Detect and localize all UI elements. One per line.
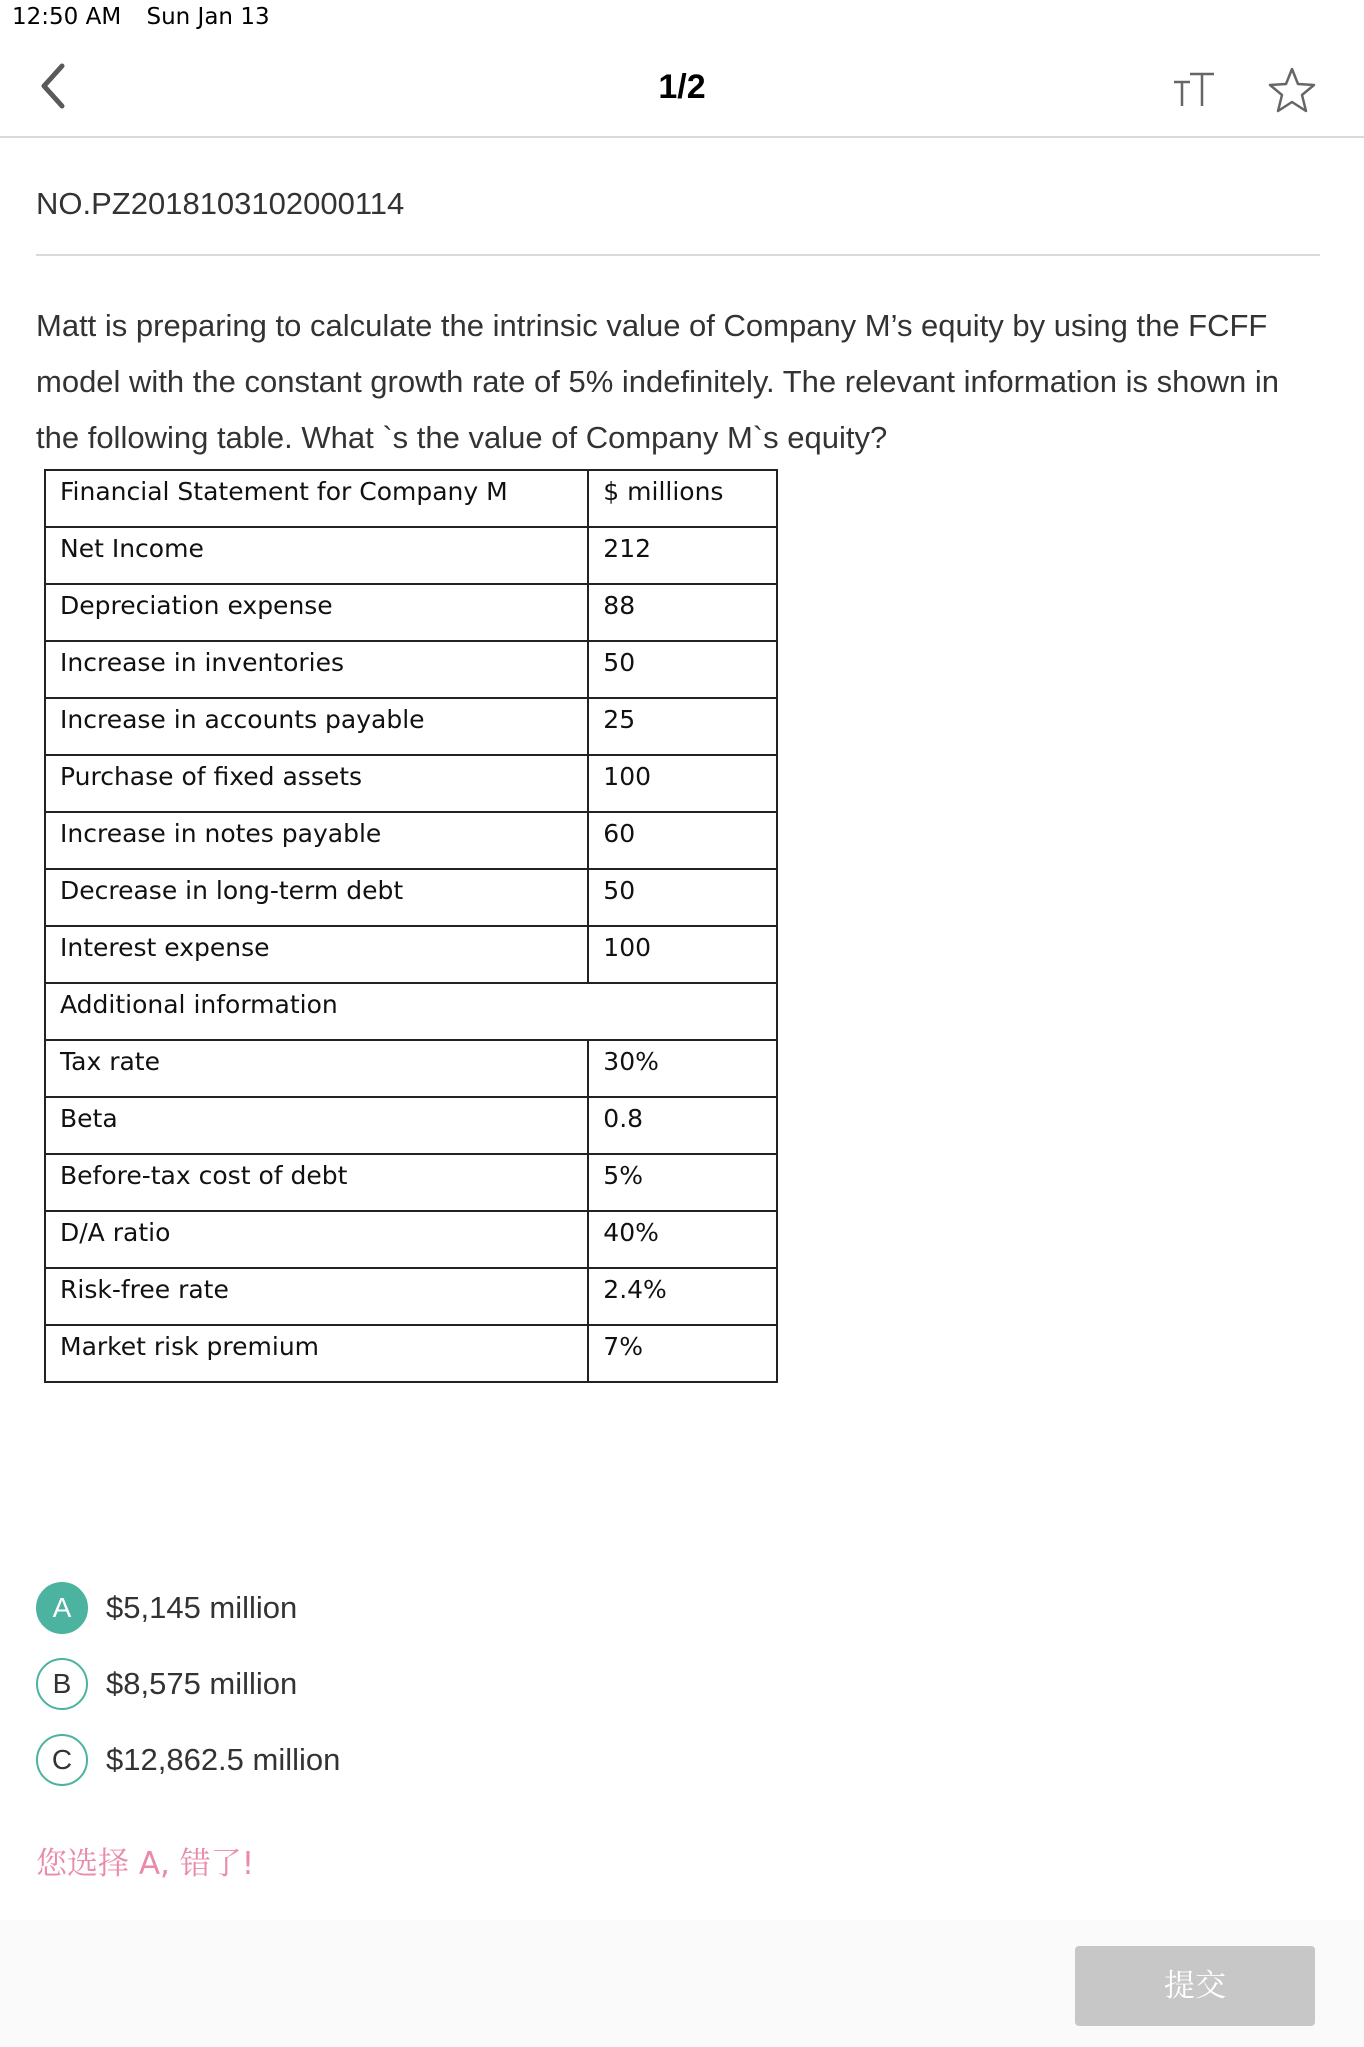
table-cell: Before-tax cost of debt bbox=[45, 1154, 588, 1211]
favorite-button[interactable] bbox=[1265, 64, 1319, 118]
table-row bbox=[45, 926, 777, 983]
chevron-left-icon bbox=[30, 56, 80, 116]
table-cell: Increase in inventories bbox=[45, 641, 588, 698]
text-size-icon bbox=[1170, 66, 1220, 116]
nav-bar bbox=[0, 48, 1364, 138]
table-section-label: Additional information bbox=[45, 983, 777, 1040]
table-row bbox=[45, 1211, 777, 1268]
table-row bbox=[45, 755, 777, 812]
table-header-row bbox=[45, 470, 777, 527]
table-cell: 0.8 bbox=[588, 1097, 777, 1154]
page-counter: 1/2 bbox=[658, 68, 706, 106]
option-text: $5,145 million bbox=[106, 1590, 298, 1625]
status-date: Sun Jan 13 bbox=[146, 4, 270, 30]
financial-table bbox=[44, 469, 778, 1383]
divider bbox=[36, 254, 1320, 256]
option-letter: B bbox=[36, 1658, 88, 1710]
option-text: $12,862.5 million bbox=[106, 1742, 341, 1777]
table-cell: 40% bbox=[588, 1211, 777, 1268]
table-row bbox=[45, 527, 777, 584]
font-size-button[interactable] bbox=[1170, 66, 1220, 116]
option-letter: A bbox=[36, 1582, 88, 1634]
table-cell: 88 bbox=[588, 584, 777, 641]
table-cell: 100 bbox=[588, 755, 777, 812]
answer-feedback: 您选择 A, 错了! bbox=[36, 1846, 255, 1882]
table-cell: Purchase of fixed assets bbox=[45, 755, 588, 812]
table-cell: 60 bbox=[588, 812, 777, 869]
table-cell: Increase in accounts payable bbox=[45, 698, 588, 755]
table-row bbox=[45, 1325, 777, 1382]
table-cell: 50 bbox=[588, 641, 777, 698]
table-row bbox=[45, 1268, 777, 1325]
table-cell: D/A ratio bbox=[45, 1211, 588, 1268]
status-time: 12:50 AM bbox=[12, 4, 122, 30]
option-c[interactable] bbox=[36, 1734, 636, 1788]
table-cell: Decrease in long-term debt bbox=[45, 869, 588, 926]
table-cell: $ millions bbox=[588, 470, 777, 527]
table-cell: Net Income bbox=[45, 527, 588, 584]
table-row bbox=[45, 869, 777, 926]
table-cell: Increase in notes payable bbox=[45, 812, 588, 869]
option-letter: C bbox=[36, 1734, 88, 1786]
question-stem: Matt is preparing to calculate the intrinsic value of Company M’s equity by using the FCFF model with the constant growth rate of 5% indefinitely. The relevant information is shown in the following table. What `s the value of Company M`s equity? bbox=[36, 308, 1279, 455]
table-cell: Tax rate bbox=[45, 1040, 588, 1097]
table-cell: 25 bbox=[588, 698, 777, 755]
status-bar bbox=[12, 4, 288, 30]
table-row bbox=[45, 641, 777, 698]
table-row bbox=[45, 1154, 777, 1211]
table-row bbox=[45, 1040, 777, 1097]
option-a[interactable] bbox=[36, 1582, 636, 1636]
table-cell: 50 bbox=[588, 869, 777, 926]
table-row bbox=[45, 698, 777, 755]
option-b[interactable] bbox=[36, 1658, 636, 1712]
table-cell: Depreciation expense bbox=[45, 584, 588, 641]
table-cell: 100 bbox=[588, 926, 777, 983]
table-section-row bbox=[45, 983, 777, 1040]
table-cell: Interest expense bbox=[45, 926, 588, 983]
table-row bbox=[45, 584, 777, 641]
table-row bbox=[45, 1097, 777, 1154]
table-row bbox=[45, 812, 777, 869]
option-text: $8,575 million bbox=[106, 1666, 298, 1701]
table-cell: 212 bbox=[588, 527, 777, 584]
question-number: NO.PZ2018103102000114 bbox=[36, 186, 405, 221]
back-button[interactable] bbox=[30, 56, 80, 116]
table-cell: 2.4% bbox=[588, 1268, 777, 1325]
table-cell: 30% bbox=[588, 1040, 777, 1097]
table-cell: Beta bbox=[45, 1097, 588, 1154]
table-cell: 7% bbox=[588, 1325, 777, 1382]
table-cell: Market risk premium bbox=[45, 1325, 588, 1382]
star-outline-icon bbox=[1265, 64, 1319, 118]
table-cell: Risk-free rate bbox=[45, 1268, 588, 1325]
table-cell: Financial Statement for Company M bbox=[45, 470, 588, 527]
table-cell: 5% bbox=[588, 1154, 777, 1211]
submit-button[interactable]: 提交 bbox=[1075, 1946, 1315, 2026]
